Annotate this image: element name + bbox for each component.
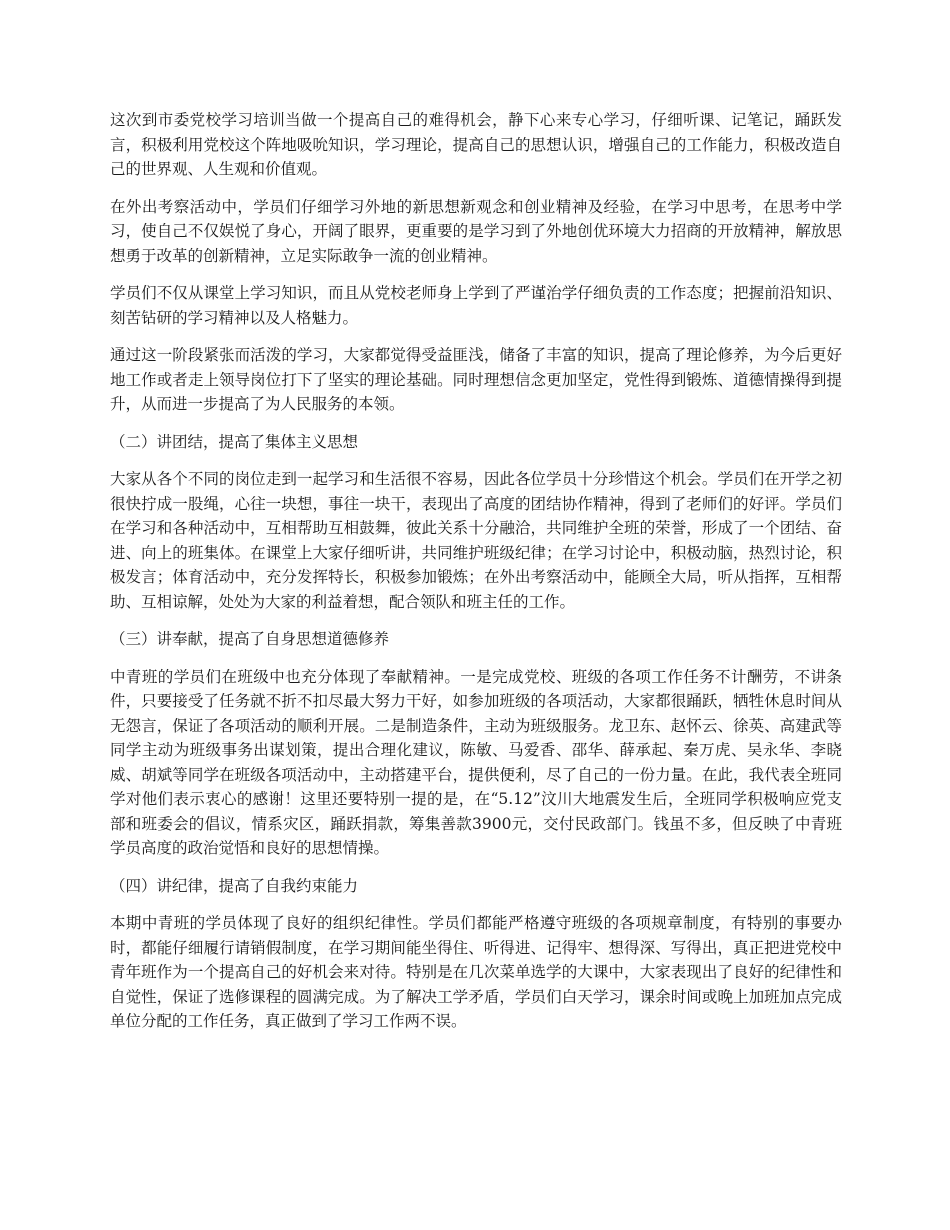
paragraph-discipline: 本期中青班的学员体现了良好的组织纪律性。学员们都能严格遵守班级的各项规章制度，有特别的事要办时，都能仔细履行请销假制度，在学习期间能坐得住、听得进、记得牢、想得深、写得出，真正把进党校中青年班作为一个提高自己的好机会来对待。特别是在几次菜单选学的大课中，大家表现出了良好的纪律性和自觉性，保证了选修课程的圆满完成。为了解决工学矛盾，学员们白天学习，课余时间或晚上加班加点完成单位分配的工作任务，真正做到了学习工作两不误。	[110, 914, 842, 1030]
paragraph-teachers: 学员们不仅从课堂上学习知识，而且从党校老师身上学到了严谨治学仔细负责的工作态度；把握前沿知识、刻苦钻研的学习精神以及人格魅力。	[110, 284, 842, 327]
section-heading-unity: （二）讲团结，提高了集体主义思想	[110, 432, 359, 451]
paragraph-dedication: 中青班的学员们在班级中也充分体现了奉献精神。一是完成党校、班级的各项工作任务不计酬劳，不讲条件，只要接受了任务就不折不扣尽最大努力干好，如参加班级的各项活动，大家都很踊跃，牺牲休息时间从无怨言，保证了各项活动的顺利开展。二是制造条件，主动为班级服务。龙卫东、赵怀云、徐英、高建武等同学主动为班级事务出谋划策，提出合理化建议，陈敏、马爱香、邵华、薛承起、秦万虎、吴永华、李晓威、胡斌等同学在班级各项活动中，主动搭建平台，提供便利，尽了自己的一份力量。在此，我代表全班同学对他们表示衷心的感谢！这里还要特别一提的是，在“5.12”汶川大地震发生后，全班同学积极响应党支部和班委会的倡议，情系灾区，踊跃捐款，筹集善款3900元，交付民政部门。钱虽不多，但反映了中青班学员高度的政治觉悟和良好的思想情操。	[110, 667, 842, 857]
paragraph-intro-study: 这次到市委党校学习培训当做一个提高自己的难得机会，静下心来专心学习，仔细听课、记笔记，踊跃发言，积极利用党校这个阵地吸吮知识，学习理论，提高自己的思想认识，增强自己的工作能力，积极改造自己的世界观、人生观和价值观。	[110, 111, 842, 178]
paragraph-unity: 大家从各个不同的岗位走到一起学习和生活很不容易，因此各位学员十分珍惜这个机会。学员们在开学之初很快拧成一股绳，心往一块想，事往一块干，表现出了高度的团结协作精神，得到了老师们的好评。学员们在学习和各种活动中，互相帮助互相鼓舞，彼此关系十分融洽，共同维护全班的荣誉，形成了一个团结、奋进、向上的班集体。在课堂上大家仔细听讲，共同维护班级纪律；在学习讨论中，积极动脑，热烈讨论，积极发言；体育活动中，充分发挥特长，积极参加锻炼；在外出考察活动中，能顾全大局，听从指挥，互相帮助、互相谅解，处处为大家的利益着想，配合领队和班主任的工作。	[110, 470, 842, 611]
section-heading-dedication: （三）讲奉献，提高了自身思想道德修养	[110, 630, 390, 648]
paragraph-field-trip: 在外出考察活动中，学员们仔细学习外地的新思想新观念和创业精神及经验，在学习中思考，在思考中学习，使自己不仅娱悦了身心，开阔了眼界，更重要的是学习到了外地创优环境大力招商的开放精神，解放思想勇于改革的创新精神，立足实际敢争一流的创业精神。	[110, 197, 842, 265]
document-page	[110, 108, 842, 1047]
paragraph-benefits: 通过这一阶段紧张而活泼的学习，大家都觉得受益匪浅，储备了丰富的知识，提高了理论修养，为今后更好地工作或者走上领导岗位打下了坚实的理论基础。同时理想信念更加坚定，党性得到锻炼、道德情操得到提升，从而进一步提高了为人民服务的本领。	[110, 346, 842, 413]
section-heading-discipline: （四）讲纪律，提高了自我约束能力	[110, 876, 359, 895]
